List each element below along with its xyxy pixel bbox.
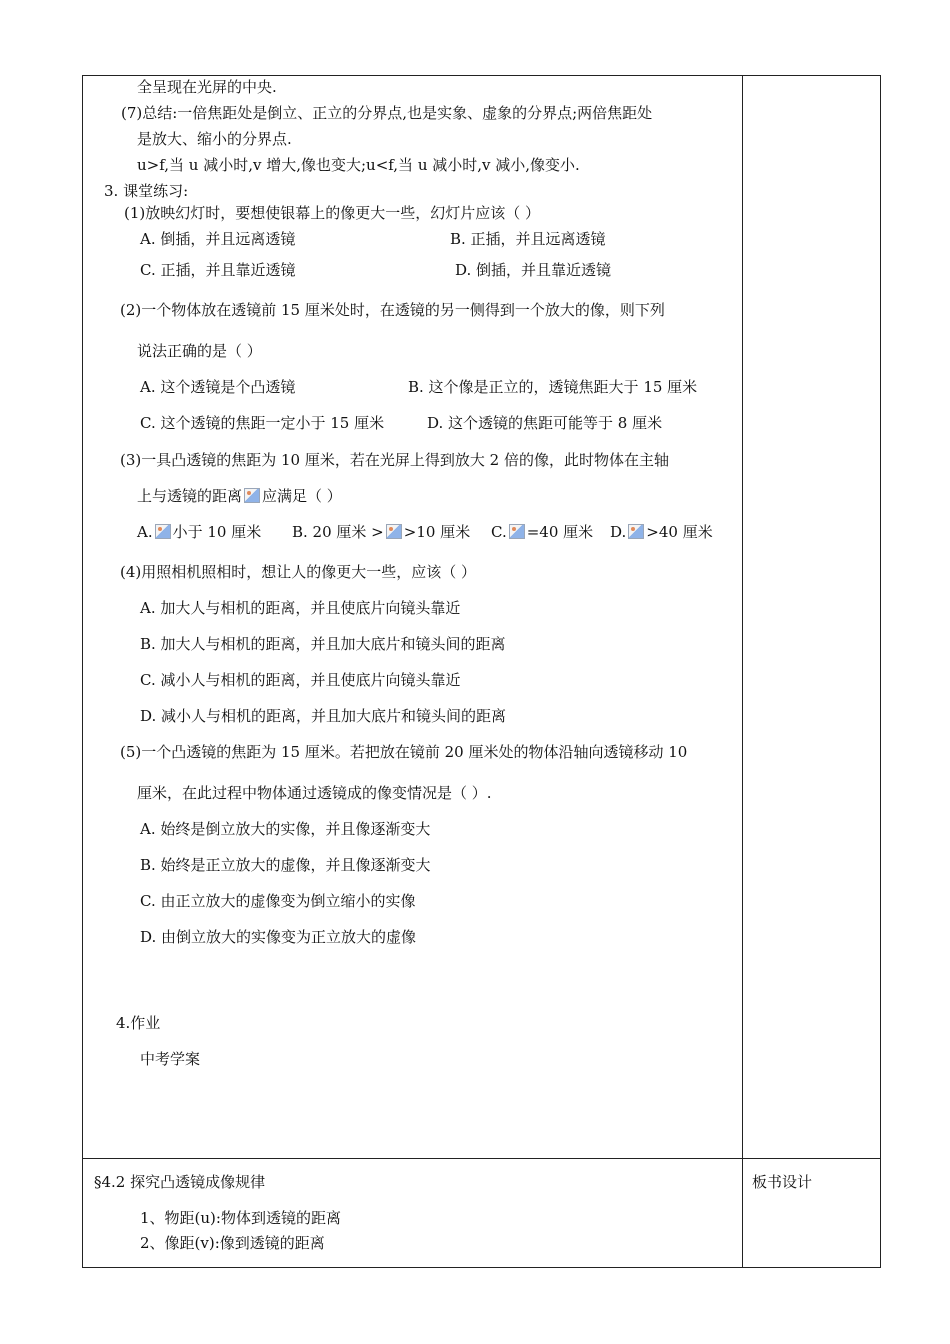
section-heading: 3. 课堂练习: xyxy=(104,182,189,200)
question-5-cont: 厘米，在此过程中物体通过透镜成的像变情况是（ ）. xyxy=(137,784,492,802)
option-c: C. 由正立放大的虚像变为倒立缩小的实像 xyxy=(140,892,416,910)
summary-line: (7)总结:一倍焦距处是倒立、正立的分界点,也是实象、虚象的分界点;两倍焦距处 xyxy=(121,104,653,122)
option-c: C. 这个透镜的焦距一定小于 15 厘米 xyxy=(140,414,385,432)
option-d xyxy=(610,522,713,542)
question-2: (2)一个物体放在透镜前 15 厘米处时，在透镜的另一侧得到一个放大的像，则下列 xyxy=(120,301,665,319)
symbol-image-icon xyxy=(244,488,260,503)
option-a: A. 这个透镜是个凸透镜 xyxy=(140,378,296,396)
option-d: D. 由倒立放大的实像变为正立放大的虚像 xyxy=(140,928,417,946)
option-b: B. 始终是正立放大的虚像，并且像逐渐变大 xyxy=(140,856,431,874)
option-a: A. 始终是倒立放大的实像，并且像逐渐变大 xyxy=(140,820,431,838)
option-d: D. 这个透镜的焦距可能等于 8 厘米 xyxy=(427,414,663,432)
option-d: D. 减小人与相机的距离，并且加大底片和镜头间的距离 xyxy=(140,707,507,725)
symbol-image-icon xyxy=(628,524,644,539)
text: 上与透镜的距离 xyxy=(137,487,243,505)
option-b: B. 这个像是正立的，透镜焦距大于 15 厘米 xyxy=(408,378,698,396)
question-5: (5)一个凸透镜的焦距为 15 厘米。若把放在镜前 20 厘米处的物体沿轴向透镜移动 10 xyxy=(120,743,688,761)
text: D. xyxy=(610,523,627,541)
symbol-image-icon xyxy=(509,524,525,539)
question-3: (3)一具凸透镜的焦距为 10 厘米，若在光屏上得到放大 2 倍的像，此时物体在主轴 xyxy=(120,451,669,469)
text: >10 厘米 xyxy=(403,523,471,541)
option-c xyxy=(491,522,593,542)
homework-item: 中考学案 xyxy=(140,1050,201,1068)
option-a: A. 倒插，并且远离透镜 xyxy=(140,230,296,248)
text: =40 厘米 xyxy=(526,523,594,541)
text: B. 20 厘米 > xyxy=(292,523,384,541)
option-a: A. 加大人与相机的距离，并且使底片向镜头靠近 xyxy=(140,599,461,617)
symbol-image-icon xyxy=(155,524,171,539)
table-border-right xyxy=(880,75,881,1268)
text: A. xyxy=(137,523,153,541)
rule-line: u>f,当 u 减小时,v 增大,像也变大;u<f,当 u 减小时,v 减小,像变小. xyxy=(137,156,580,174)
question-4: (4)用照相机照相时，想让人的像更大一些，应该（ ） xyxy=(120,563,477,581)
option-d: D. 倒插，并且靠近透镜 xyxy=(455,261,612,279)
option-a xyxy=(137,522,261,542)
text: 小于 10 厘米 xyxy=(172,523,262,541)
question-3-cont xyxy=(137,486,342,506)
table-row-divider xyxy=(82,1158,881,1159)
option-b xyxy=(292,522,470,542)
table-border-bottom xyxy=(82,1267,881,1268)
table-border-top xyxy=(82,75,881,76)
board-item: 1、物距(u):物体到透镜的距离 xyxy=(140,1209,341,1227)
board-item: 2、像距(v):像到透镜的距离 xyxy=(140,1234,325,1252)
text: C. xyxy=(491,523,507,541)
board-title: §4.2 探究凸透镜成像规律 xyxy=(94,1173,266,1191)
text: 应满足（ ） xyxy=(262,487,342,505)
summary-line: 是放大、缩小的分界点. xyxy=(137,130,292,148)
question-2-cont: 说法正确的是（ ） xyxy=(137,342,262,360)
side-label: 板书设计 xyxy=(752,1173,813,1191)
table-border-middle xyxy=(742,75,743,1268)
text-line: 全呈现在光屏的中央. xyxy=(137,78,277,96)
symbol-image-icon xyxy=(386,524,402,539)
table-border-left xyxy=(82,75,83,1268)
question-1: (1)放映幻灯时，要想使银幕上的像更大一些，幻灯片应该（ ） xyxy=(124,204,541,222)
option-b: B. 加大人与相机的距离，并且加大底片和镜头间的距离 xyxy=(140,635,506,653)
homework-heading: 4.作业 xyxy=(116,1014,161,1032)
option-c: C. 正插，并且靠近透镜 xyxy=(140,261,296,279)
option-b: B. 正插，并且远离透镜 xyxy=(450,230,606,248)
option-c: C. 减小人与相机的距离，并且使底片向镜头靠近 xyxy=(140,671,461,689)
text: >40 厘米 xyxy=(646,523,713,541)
